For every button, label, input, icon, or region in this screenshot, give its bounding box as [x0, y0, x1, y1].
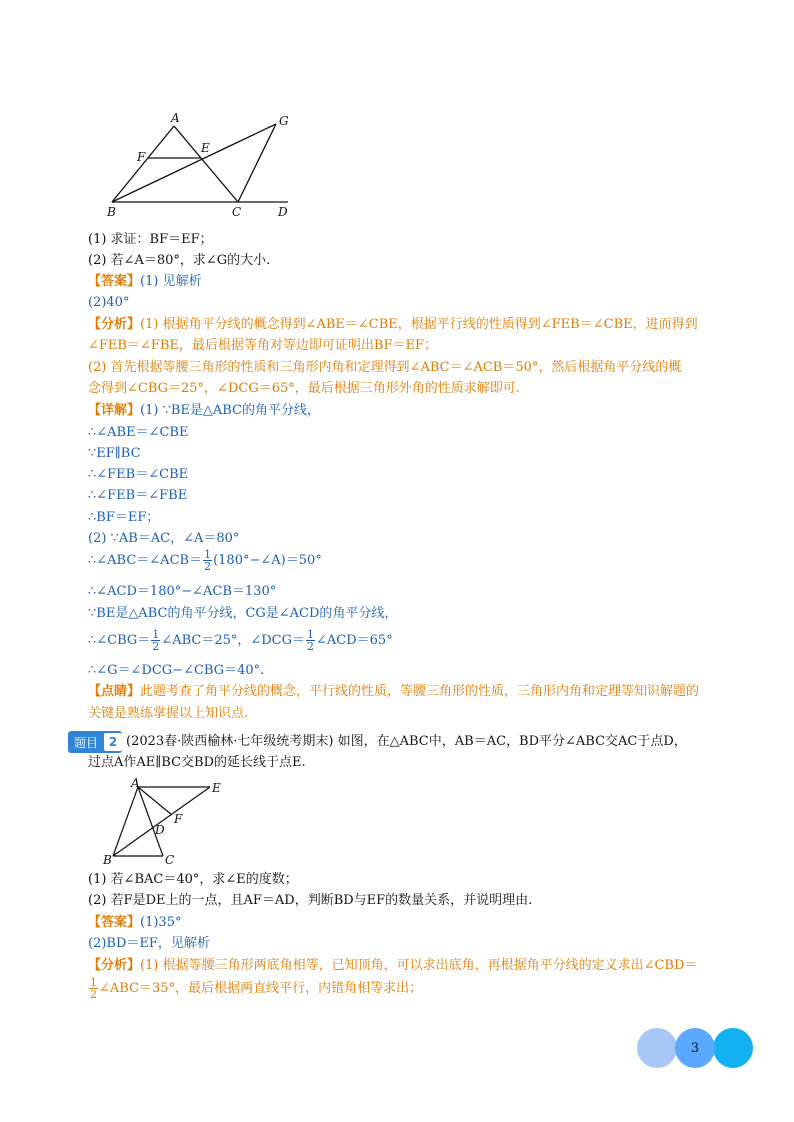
label-D: D [278, 205, 288, 219]
q1-comment-2: 关键是熟练掌握以上知识点. [88, 706, 249, 721]
q1-detail-10: ∵BE是△ABC的角平分线，CG是∠ACD的角平分线， [88, 606, 398, 621]
q2-stem-1: (2023春·陕西榆林·七年级统考期末) 如图，在△ABC中，AB＝AC，BD平分∠ABC交AC于点D， [126, 734, 687, 749]
fraction-half: $\frac{1}{2}$ [307, 628, 315, 653]
fraction-half: $\frac{1}{2}$ [152, 628, 160, 653]
label-A: A [171, 111, 180, 125]
q2-part2: (2) 若F是DE上的一点，且AF＝AD，判断BD与EF的数量关系，并说明理由. [88, 893, 533, 908]
figure-1-geometry [100, 108, 300, 223]
decor-circle-left [637, 1028, 677, 1068]
decor-circle-right [713, 1028, 753, 1068]
answer-text-1: (1) 见解析 [140, 274, 202, 289]
label-D: D [155, 823, 165, 837]
answer-tag: 【答案】 [88, 915, 141, 930]
q1-part2: (2) 若∠A＝80°，求∠G的大小. [88, 253, 271, 268]
detail-tag: 【详解】 [88, 403, 141, 418]
q1-analysis-4: 念得到∠CBG＝25°，∠DCG＝65°，最后根据三角形外角的性质求解即可. [88, 381, 520, 396]
label-E: E [201, 141, 210, 155]
detail-line-1: (1) ∵BE是△ABC的角平分线， [140, 403, 321, 418]
page-indicator [637, 1028, 753, 1068]
q1-analysis-3: (2) 首先根据等腰三角形的性质和三角形内角和定理得到∠ABC＝∠ACB＝50°，然后根据角平分线的概 [88, 360, 682, 375]
question-badge-number: 2 [104, 733, 122, 751]
q2-answer: 【答案】(1)35° [88, 915, 182, 930]
label-A: A [131, 778, 140, 790]
fraction-half: $\frac{1}{2}$ [90, 976, 97, 1001]
q1-detail-7: (2) ∵AB＝AC，∠A＝80° [88, 531, 240, 546]
label-C: C [165, 853, 175, 867]
question-badge [68, 731, 122, 753]
page-number: 3 [690, 1040, 700, 1056]
q2-stem-2: 过点A作AE∥BC交BD的延长线于点E. [88, 755, 306, 770]
analysis-tag: 【分析】 [88, 958, 141, 973]
fraction-half: $\frac{1}{2}$ [204, 548, 212, 573]
q1-comment-1: 【点睛】此题考查了角平分线的概念，平行线的性质，等腰三角形的性质，三角形内角和定理等知识解题的 [88, 684, 700, 699]
q1-detail-9: ∴∠ACD＝180°−∠ACB＝130° [88, 584, 277, 599]
label-B: B [107, 205, 116, 219]
q1-detail-11: ∴∠CBG＝ $\frac{1}{2}$ ∠ABC＝25°，∠DCG＝ $\frac{1}{2}$ ∠ACD＝65° [88, 628, 393, 653]
label-B: B [103, 853, 112, 867]
analysis-line-1: (1) 根据角平分线的概念得到∠ABE＝∠CBE，根据平行线的性质得到∠FEB＝∠CBE，进而得到 [140, 317, 698, 332]
q1-detail-2: ∴∠ABE＝∠CBE [88, 425, 189, 440]
q2-analysis-2: $\frac{1}{2}$ ∠ABC＝35°，最后根据两直线平行，内错角相等求出； [90, 976, 423, 1001]
figure-2-geometry [98, 778, 238, 868]
q1-part1: (1) 求证：BF＝EF； [88, 232, 213, 247]
q1-detail-5: ∴∠FEB＝∠FBE [88, 488, 188, 503]
q1-detail-3: ∵EF∥BC [88, 446, 141, 461]
q1-detail-12: ∴∠G＝∠DCG−∠CBG＝40°. [88, 663, 265, 678]
q1-detail-4: ∴∠FEB＝∠CBE [88, 467, 189, 482]
question-badge-label: 题目 [74, 735, 99, 750]
q1-answer-2: (2)40° [88, 295, 130, 310]
q2-part1: (1) 若∠BAC＝40°，求∠E的度数； [88, 872, 298, 887]
label-C: C [232, 205, 242, 219]
comment-tag: 【点睛】 [88, 684, 141, 699]
analysis-tag: 【分析】 [88, 317, 141, 332]
label-F: F [137, 150, 146, 164]
q1-analysis-2: ∠FEB＝∠FBE，最后根据等角对等边即可证明出BF＝EF； [88, 338, 437, 353]
q1-analysis [88, 315, 698, 335]
q2-analysis-1: 【分析】(1) 根据等腰三角形两底角相等，已知顶角，可以求出底角，再根据角平分线的定义求出∠CBD＝ [88, 958, 698, 973]
q1-answer [88, 272, 202, 292]
q1-detail-1 [88, 401, 320, 421]
detail-8-left: ∴∠ABC＝∠ACB＝ [88, 553, 203, 568]
label-G: G [279, 114, 289, 128]
detail-8-right: (180°−∠A)＝50° [213, 553, 322, 568]
q2-answer-2: (2)BD＝EF，见解析 [88, 936, 210, 951]
q1-detail-8 [88, 548, 322, 574]
q1-detail-6: ∴BF＝EF； [88, 510, 160, 525]
label-E: E [212, 781, 221, 795]
label-F: F [174, 812, 183, 826]
answer-tag: 【答案】 [88, 274, 141, 289]
